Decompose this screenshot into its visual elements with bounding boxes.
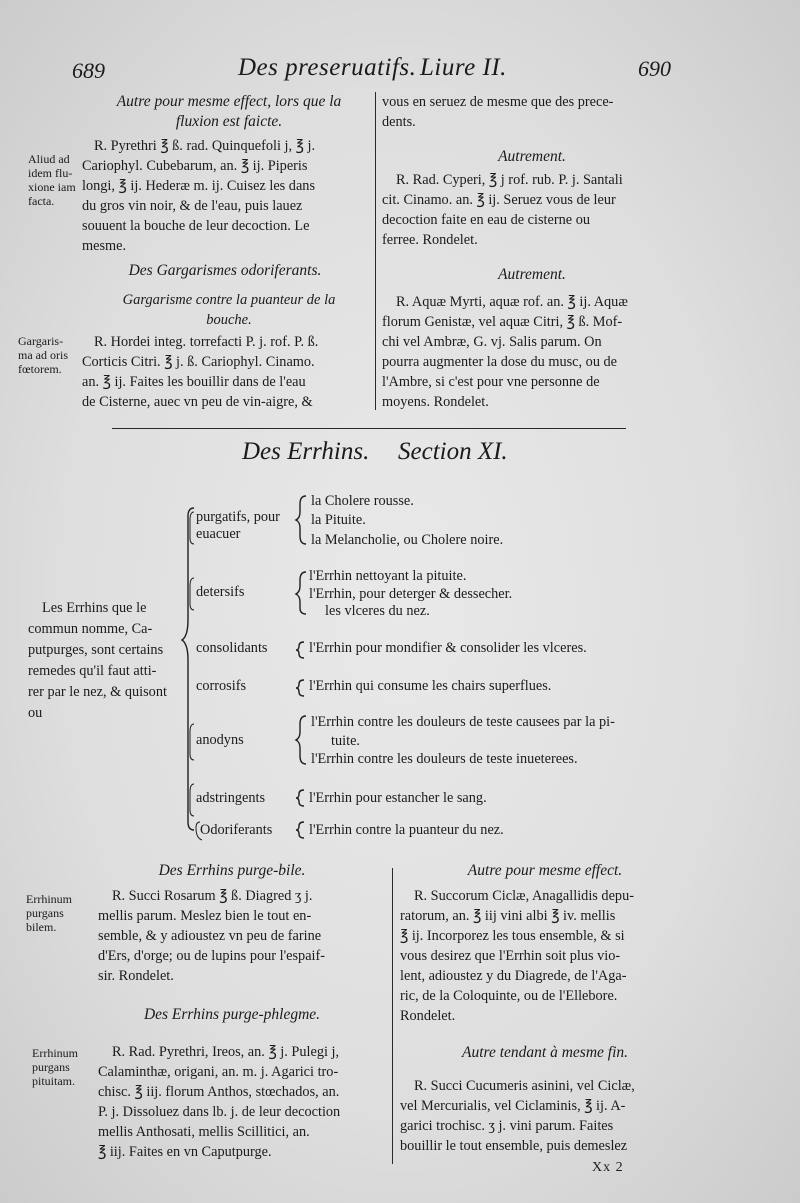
- text-line: lent, adioustez y du Diagrede, de l'Aga-: [400, 968, 627, 984]
- text-line: R. Pyrethri ℥ ß. rad. Quinquefoli j, ℥ j.: [94, 138, 316, 154]
- margin-line: fœtorem.: [18, 362, 62, 376]
- margin-line: Aliud ad: [28, 152, 70, 166]
- text-line: semble, & y adioustez vn peu de farine: [98, 928, 322, 944]
- signature-mark: Xx 2: [592, 1160, 624, 1175]
- margin-line: purgans: [26, 906, 64, 920]
- purge-bile-recipe: [98, 886, 386, 986]
- text-line: cit. Cinamo. an. ℥ ij. Seruez vous de leur: [382, 192, 616, 208]
- branch-label-consolidants: consolidants: [196, 640, 268, 656]
- root-line: rer par le nez, & quisont: [28, 684, 167, 700]
- brace-corrosifs: [296, 680, 304, 696]
- text-line: d'Ers, d'orge; ou de lupins pour l'espaif-: [98, 948, 326, 964]
- text-line: longi, ℥ ij. Hederæ m. ij. Cuisez les dans: [82, 178, 316, 194]
- text-line: mellis parum. Meslez bien le tout en-: [98, 908, 312, 924]
- text-line: dents.: [382, 114, 416, 130]
- text-line: decoction faite en eau de cisterne ou: [382, 212, 590, 228]
- autre-effect-recipe: [400, 886, 690, 1026]
- purge-phlegme-heading: Des Errhins purge-phlegme.: [143, 1006, 321, 1023]
- text-line: Corticis Citri. ℥ j. ß. Cariophyl. Cinamo.: [82, 354, 315, 370]
- margin-note-pituitam: [32, 1046, 92, 1088]
- text-line: R. Rad. Cyperi, ℥ j rof. rub. P. j. Santali: [396, 172, 623, 188]
- tree-item: l'Errhin nettoyant la pituite.: [309, 568, 467, 584]
- text-line: vous desirez que l'Errhin soit plus vio-: [400, 948, 621, 964]
- margin-line: Gargaris-: [18, 334, 64, 348]
- sub-brace-adstringents: [190, 784, 194, 816]
- main-brace: [182, 508, 194, 830]
- text-line: florum Genistæ, vel aquæ Citri, ℥ ß. Mof-: [382, 314, 623, 330]
- text-line: ℥ iij. Faites en vn Caputpurge.: [98, 1144, 272, 1160]
- root-line: commun nomme, Ca-: [28, 621, 153, 637]
- text-line: souuent la bouche de leur decoction. Le: [82, 218, 310, 234]
- margin-line: Errhinum: [32, 1046, 78, 1060]
- margin-note-bilem: [26, 892, 86, 934]
- purge-bile-heading: Des Errhins purge-bile.: [158, 862, 306, 879]
- branch-label-purgatifs: [196, 509, 280, 543]
- tree-item: l'Errhin pour estancher le sang.: [309, 790, 487, 806]
- bottom-column-divider: [392, 868, 393, 1164]
- tree-item: l'Errhin contre les douleurs de teste inueterees.: [311, 751, 578, 767]
- tree-item: l'Errhin pour mondifier & consolider les vlceres.: [309, 640, 587, 656]
- section-number: Section XI.: [398, 438, 508, 465]
- text-line: ℥ ij. Incorporez les tous ensemble, & si: [400, 928, 625, 944]
- text-line: de Cisterne, auec vn peu de vin-aigre, &: [82, 394, 313, 410]
- text-line: pourra augmenter la dose du musc, ou de: [382, 354, 618, 370]
- text-line: P. j. Dissoluez dans lb. j. de leur decoction: [98, 1104, 341, 1120]
- page-number-right: 690: [638, 56, 671, 81]
- root-line: remedes qu'il faut atti-: [28, 663, 157, 679]
- branch-line: purgatifs, pour: [196, 509, 280, 525]
- margin-line: Errhinum: [26, 892, 72, 906]
- text-line: R. Succorum Ciclæ, Anagallidis depu-: [414, 888, 634, 904]
- branch-label-corrosifs: corrosifs: [196, 678, 247, 694]
- text-line: du gros vin noir, & de l'eau, puis lauez: [82, 198, 303, 214]
- text-line: R. Rad. Pyrethri, Ireos, an. ℥ j. Pulegi j,: [112, 1044, 340, 1060]
- brace-purgatifs: [296, 496, 306, 544]
- sub-brace-purgatifs: [190, 512, 194, 544]
- tree-item: l'Errhin, pour deterger & dessecher.: [309, 586, 513, 602]
- text-line: garici trochisc. ʒ j. vini parum. Faites: [400, 1118, 614, 1134]
- text-line: chi vel Ambræ, G. vj. Salis parum. On: [382, 334, 602, 350]
- brace-odoriferants: [296, 822, 304, 838]
- margin-line: bilem.: [26, 920, 57, 934]
- running-title: Des preseruatifs.: [238, 54, 417, 81]
- branch-label-detersifs: detersifs: [196, 584, 245, 600]
- autrement-heading-1: Autrement.: [498, 148, 566, 165]
- tree-item: l'Errhin contre les douleurs de teste causees par la pi-: [311, 714, 615, 730]
- tree-item: la Cholere rousse.: [311, 493, 414, 509]
- book-label: Liure II.: [420, 54, 507, 81]
- text-line: ric, de la Coloquinte, ou de l'Ellebore.: [400, 988, 618, 1004]
- tree-item: tuite.: [331, 733, 360, 749]
- branch-label-odoriferants: Odoriferants: [200, 822, 273, 838]
- autre-fin-recipe: [400, 1076, 690, 1156]
- autre-effect-heading: Autre pour mesme effect.: [467, 862, 623, 879]
- branch-label-adstringents: adstringents: [196, 790, 266, 806]
- brace-detersifs: [296, 572, 306, 614]
- sub-brace-anodyns: [190, 724, 194, 760]
- tree-item: la Melancholie, ou Cholere noire.: [311, 532, 504, 548]
- section-title: Des Errhins.: [242, 438, 370, 465]
- tree-item: l'Errhin contre la puanteur du nez.: [309, 822, 504, 838]
- gargarismes-heading: Des Gargarismes odoriferants.: [128, 262, 322, 279]
- brace-adstringents: [296, 790, 304, 806]
- text-line: an. ℥ ij. Faites les bouillir dans de l'eau: [82, 374, 306, 390]
- text-line: R. Hordei integ. torrefacti P. j. rof. P. ß.: [94, 334, 319, 350]
- margin-line: xione iam: [28, 180, 76, 194]
- tree-item: les vlceres du nez.: [325, 603, 430, 619]
- root-line: putpurges, sont certains: [28, 642, 164, 658]
- tree-item: l'Errhin qui consume les chairs superflues.: [309, 678, 552, 694]
- text-line: moyens. Rondelet.: [382, 394, 489, 410]
- text-line: R. Aquæ Myrti, aquæ rof. an. ℥ ij. Aquæ: [396, 294, 628, 310]
- sub-brace-detersifs: [190, 578, 194, 610]
- brace-anodyns: [296, 716, 306, 764]
- branch-line: euacuer: [196, 526, 241, 542]
- margin-line: purgans: [32, 1060, 70, 1074]
- text-line: Cariophyl. Cubebarum, an. ℥ ij. Piperis: [82, 158, 308, 174]
- text-line: mellis Anthosati, mellis Scillitici, an.: [98, 1124, 310, 1140]
- text-line: ratorum, an. ℥ iij vini albi ℥ iv. mellis: [400, 908, 616, 924]
- text-line: bouillir le tout ensemble, puis demeslez: [400, 1138, 628, 1154]
- margin-line: pituitam.: [32, 1074, 75, 1088]
- title-line: Autre pour mesme effect, lors que la: [116, 93, 342, 110]
- root-line: Les Errhins que le: [42, 600, 147, 616]
- text-line: R. Succi Cucumeris asinini, vel Ciclæ,: [414, 1078, 635, 1094]
- text-line: sir. Rondelet.: [98, 968, 174, 984]
- margin-line: idem flu-: [28, 166, 73, 180]
- text-line: vel Mercurialis, vel Ciclaminis, ℥ ij. A-: [400, 1098, 626, 1114]
- text-line: vous en seruez de mesme que des prece-: [382, 94, 614, 110]
- margin-line: ma ad oris: [18, 348, 68, 362]
- text-line: l'Ambre, si c'est pour vne personne de: [382, 374, 600, 390]
- autre-fin-heading: Autre tendant à mesme fin.: [461, 1044, 629, 1061]
- page-number-left: 689: [72, 58, 105, 83]
- title-line: fluxion est faicte.: [175, 113, 283, 130]
- root-line: ou: [28, 705, 43, 721]
- purge-phlegme-recipe: [98, 1042, 386, 1162]
- text-line: chisc. ℥ iij. florum Anthos, stœchados, an.: [98, 1084, 340, 1100]
- text-line: Calaminthæ, origani, an. m. j. Agarici tro-: [98, 1064, 339, 1080]
- autrement-heading-2: Autrement.: [498, 266, 566, 283]
- text-line: R. Succi Rosarum ℥ ß. Diagred ʒ j.: [112, 888, 313, 904]
- margin-line: facta.: [28, 194, 55, 208]
- subtitle-line: bouche.: [206, 312, 252, 328]
- branch-label-anodyns: anodyns: [196, 732, 244, 748]
- text-line: Rondelet.: [400, 1008, 456, 1024]
- tree-item: la Pituite.: [311, 512, 366, 528]
- brace-consolidants: [296, 642, 304, 658]
- text-line: mesme.: [82, 238, 127, 254]
- text-line: ferree. Rondelet.: [382, 232, 478, 248]
- subtitle-line: Gargarisme contre la puanteur de la: [122, 292, 336, 308]
